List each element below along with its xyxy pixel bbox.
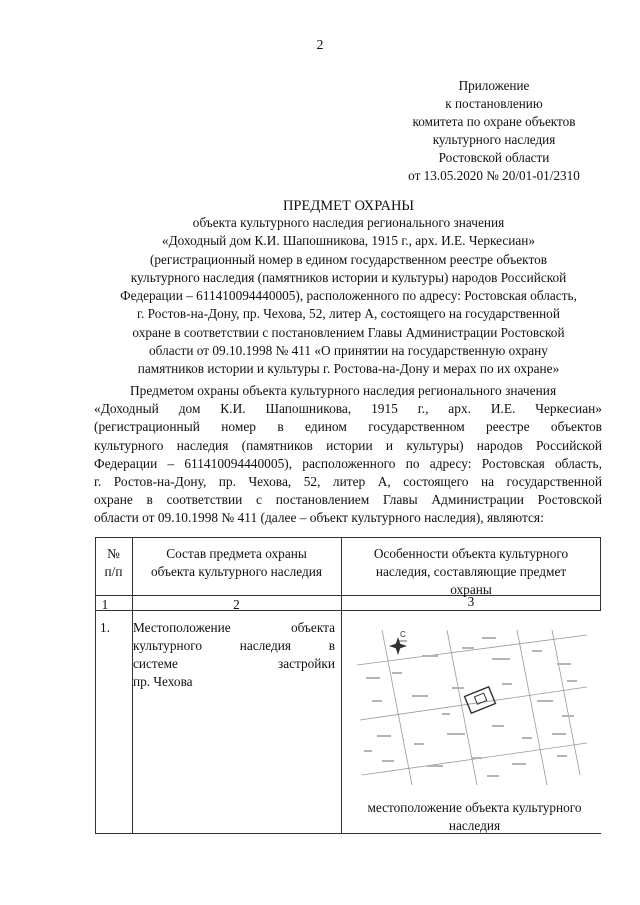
index-cell-3: 3 xyxy=(467,594,475,609)
index-cell-1: 1 xyxy=(101,597,109,612)
composition-word: объекта xyxy=(290,620,335,635)
composition-word: Местоположение xyxy=(133,620,231,635)
appendix-line: Приложение xyxy=(458,78,530,93)
page-number: 2 xyxy=(316,38,324,53)
appendix-line: к постановлению xyxy=(445,96,543,111)
composition-word: наследия xyxy=(239,638,291,653)
table-border-left xyxy=(95,537,96,834)
subtitle-line: памятников истории и культуры г. Ростова-на-Дону и мерах по их охране» xyxy=(137,361,560,377)
body-line: области от 09.10.1998 № 411 (далее – объект культурного наследия), являются: xyxy=(94,510,544,526)
subtitle-line: объекта культурного наследия регионального значения xyxy=(192,215,505,230)
appendix-block xyxy=(388,77,600,185)
composition-line xyxy=(133,673,335,691)
map-caption xyxy=(352,799,597,835)
object-location-marker xyxy=(465,687,496,713)
body-line: (регистрационный номер в едином государственном реестре объектов xyxy=(94,419,602,435)
map-caption-line: местоположение объекта культурного xyxy=(367,800,582,815)
subtitle-line: охране в соответствии с постановлением Главы Администрации Ростовской xyxy=(132,324,565,340)
appendix-line: Ростовской области xyxy=(438,150,550,165)
body-line: Федерации – 611410094440005), расположенного по адресу: Ростовская область, xyxy=(94,455,602,471)
header-features-line: Особенности объекта культурного xyxy=(373,546,569,561)
appendix-line: комитета по охране объектов xyxy=(412,114,576,129)
composition-word: пр. Чехова xyxy=(133,674,193,689)
row-composition xyxy=(133,619,335,691)
header-composition-line: объекта культурного наследия xyxy=(151,564,322,579)
header-composition-line: Состав предмета охраны xyxy=(166,546,307,561)
table-border-top xyxy=(95,537,601,538)
header-features-line: охраны xyxy=(450,582,492,597)
location-map xyxy=(352,625,592,790)
composition-line xyxy=(133,637,335,655)
header-features-line: наследия, составляющие предмет xyxy=(375,564,567,579)
header-composition xyxy=(132,545,341,581)
composition-line xyxy=(133,655,335,673)
header-number xyxy=(95,545,132,581)
appendix-line: культурного наследия xyxy=(432,132,556,147)
composition-word: системе xyxy=(133,656,178,671)
appendix-line: от 13.05.2020 № 20/01-01/2310 xyxy=(408,168,580,183)
body-line: культурного наследия (памятников истории и культуры) народов Российской xyxy=(94,437,602,453)
subtitle-line: «Доходный дом К.И. Шапошникова, 1915 г., арх. И.Е. Черкесиан» xyxy=(161,233,536,249)
body-paragraph xyxy=(94,382,602,528)
composition-word: застройки xyxy=(277,656,335,671)
subtitle-line: г. Ростов-на-Дону, пр. Чехова, 52, литер А, состоящего на государственной xyxy=(137,306,560,322)
document-subtitle xyxy=(96,214,601,379)
header-features xyxy=(341,545,601,599)
body-line: Предметом охраны объекта культурного наследия регионального значения xyxy=(130,383,557,398)
body-line: г. Ростов-на-Дону, пр. Чехова, 52, литер А, состоящего на государственной xyxy=(94,474,602,490)
body-line: охране в соответствии с постановлением Главы Администрации Ростовской xyxy=(94,492,602,508)
subtitle-line: (регистрационный номер в едином государственном реестре объектов xyxy=(149,251,548,267)
composition-word: культурного xyxy=(133,638,202,653)
composition-line xyxy=(133,619,335,637)
subtitle-line: Федерации – 611410094440005), расположенного по адресу: Ростовская область, xyxy=(120,288,577,304)
subtitle-line: культурного наследия (памятников истории и культуры) народов Российской xyxy=(130,269,567,285)
composition-word: в xyxy=(328,638,335,653)
map-labels xyxy=(364,637,577,777)
body-line: «Доходный дом К.И. Шапошникова, 1915 г., арх. И.Е. Черкесиан» xyxy=(94,401,602,417)
subtitle-line: области от 09.10.1998 № 411 «О принятии на государственную охрану xyxy=(149,343,548,359)
row-number: 1. xyxy=(100,620,110,635)
compass-label: С xyxy=(400,630,406,639)
map-caption-line: наследия xyxy=(448,818,501,833)
header-number-line: № xyxy=(107,546,120,561)
compass-icon xyxy=(389,630,407,655)
header-number-line: п/п xyxy=(104,564,123,579)
index-cell-2: 2 xyxy=(233,597,240,612)
document-title: ПРЕДМЕТ ОХРАНЫ xyxy=(282,198,415,214)
